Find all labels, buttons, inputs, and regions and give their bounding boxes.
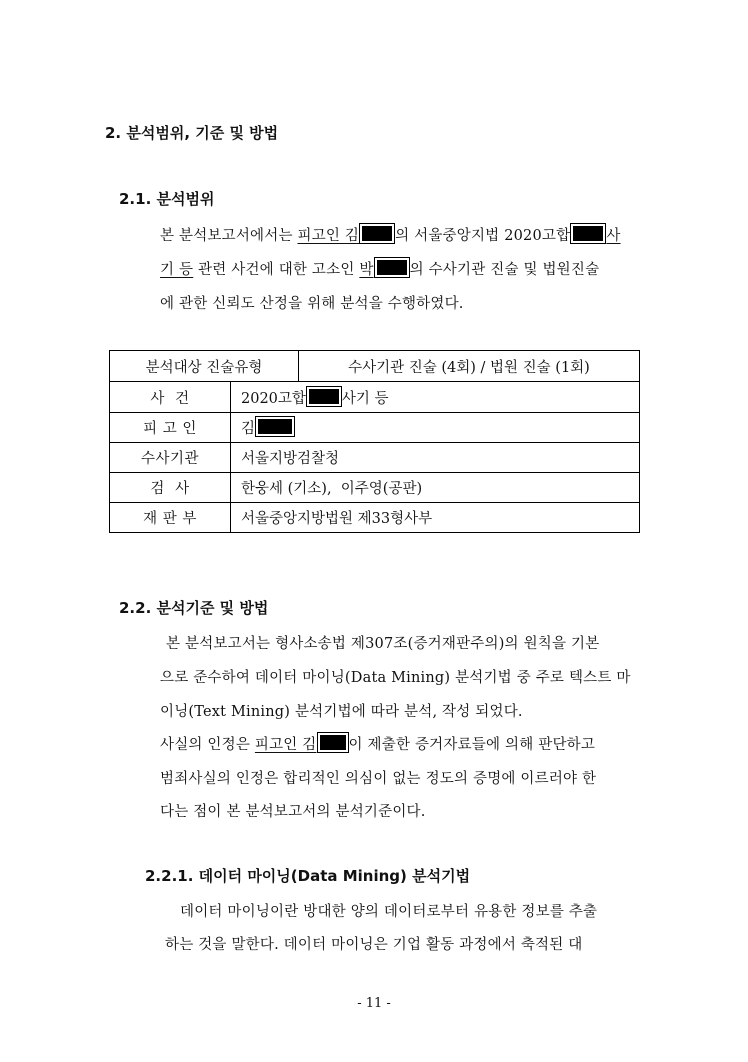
paragraph-line: 다는 점이 본 분석보고서의 분석기준이다. [160, 804, 426, 820]
redaction-box [375, 258, 409, 277]
paragraph-line [160, 224, 621, 245]
paragraph-line: 이닝(Text Mining) 분석기법에 따라 분석, 작성 되었다. [160, 704, 523, 720]
table-row [110, 443, 640, 473]
case-type: 사기 등 [341, 390, 389, 407]
paragraph-line: 데이터 마이닝이란 방대한 양의 데이터로부터 유용한 정보를 추출 [180, 904, 598, 920]
text: 의 수사기관 진술 및 법원진술 [409, 262, 600, 278]
text: 관련 사건에 대한 고소인 [193, 262, 360, 278]
row-label: 피 고 인 [110, 413, 231, 443]
case-info-table [109, 350, 640, 382]
underlined-text [297, 228, 395, 244]
subsection-heading-2-1: 2.1. 분석범위 [119, 190, 215, 208]
paragraph-line: 하는 것을 말한다. 데이터 마이닝은 기업 활동 과정에서 축적된 대 [165, 937, 583, 953]
table-header-cell: 분석대상 진술유형 [110, 351, 299, 382]
paragraph-line [160, 258, 599, 279]
underlined-text: 기 등 [160, 262, 194, 278]
defendant-name: 피고인 김 [254, 737, 317, 753]
underlined-text [359, 262, 409, 278]
subsection-heading-2-2: 2.2. 분석기준 및 방법 [119, 599, 269, 617]
case-details-table [109, 381, 640, 533]
underlined-text [255, 737, 349, 753]
table-header-cell: 수사기관 진술 (4회) / 법원 진술 (1회) [299, 351, 640, 382]
row-label: 재 판 부 [110, 503, 231, 533]
redaction-box [360, 224, 394, 243]
row-label: 검 사 [110, 473, 231, 503]
complainant-name: 박 [359, 262, 374, 278]
row-value [231, 382, 640, 413]
table-row [110, 413, 640, 443]
paragraph-line: 본 분석보고서는 형사소송법 제307조(증거재판주의)의 원칙을 기본 [166, 636, 600, 652]
section-heading: 2. 분석범위, 기준 및 방법 [105, 124, 279, 142]
paragraph-line: 에 관한 신뢰도 산정을 위해 분석을 수행하였다. [160, 296, 464, 312]
text: 본 분석보고서에서는 [160, 228, 298, 244]
paragraph-line: 으로 준수하여 데이터 마이닝(Data Mining) 분석기법 중 주로 텍스트 마 [160, 670, 631, 686]
page-number: - 11 - [357, 996, 391, 1011]
row-value [231, 413, 640, 443]
subsection-heading-2-2-1: 2.2.1. 데이터 마이닝(Data Mining) 분석기법 [145, 867, 471, 885]
row-label: 수사기관 [110, 443, 231, 473]
table-row [110, 503, 640, 533]
row-value: 서울지방검찰청 [231, 443, 640, 473]
defendant-name: 김 [241, 421, 256, 437]
text: 의 서울중앙지법 2020고합 [395, 228, 571, 244]
text: 사실의 인정은 [160, 737, 255, 753]
row-value: 서울중앙지방법원 제33형사부 [231, 503, 640, 533]
redaction-box [571, 224, 605, 243]
table-header-row [110, 351, 640, 382]
defendant-name: 피고인 김 [297, 228, 360, 244]
row-value: 한웅세 (기소), 이주영(공판) [231, 473, 640, 503]
paragraph-line [160, 733, 595, 754]
table-row [110, 473, 640, 503]
redaction-box [256, 417, 294, 436]
redaction-box [318, 733, 348, 752]
text: 이 제출한 증거자료들에 의해 판단하고 [348, 737, 596, 753]
underlined-text: 사 [606, 228, 621, 244]
case-number: 2020고합 [241, 390, 306, 407]
row-label: 사 건 [110, 382, 231, 413]
paragraph-line: 범죄사실의 인정은 합리적인 의심이 없는 정도의 증명에 이르러야 한 [160, 771, 597, 787]
redaction-box [307, 387, 341, 406]
table-row [110, 382, 640, 413]
